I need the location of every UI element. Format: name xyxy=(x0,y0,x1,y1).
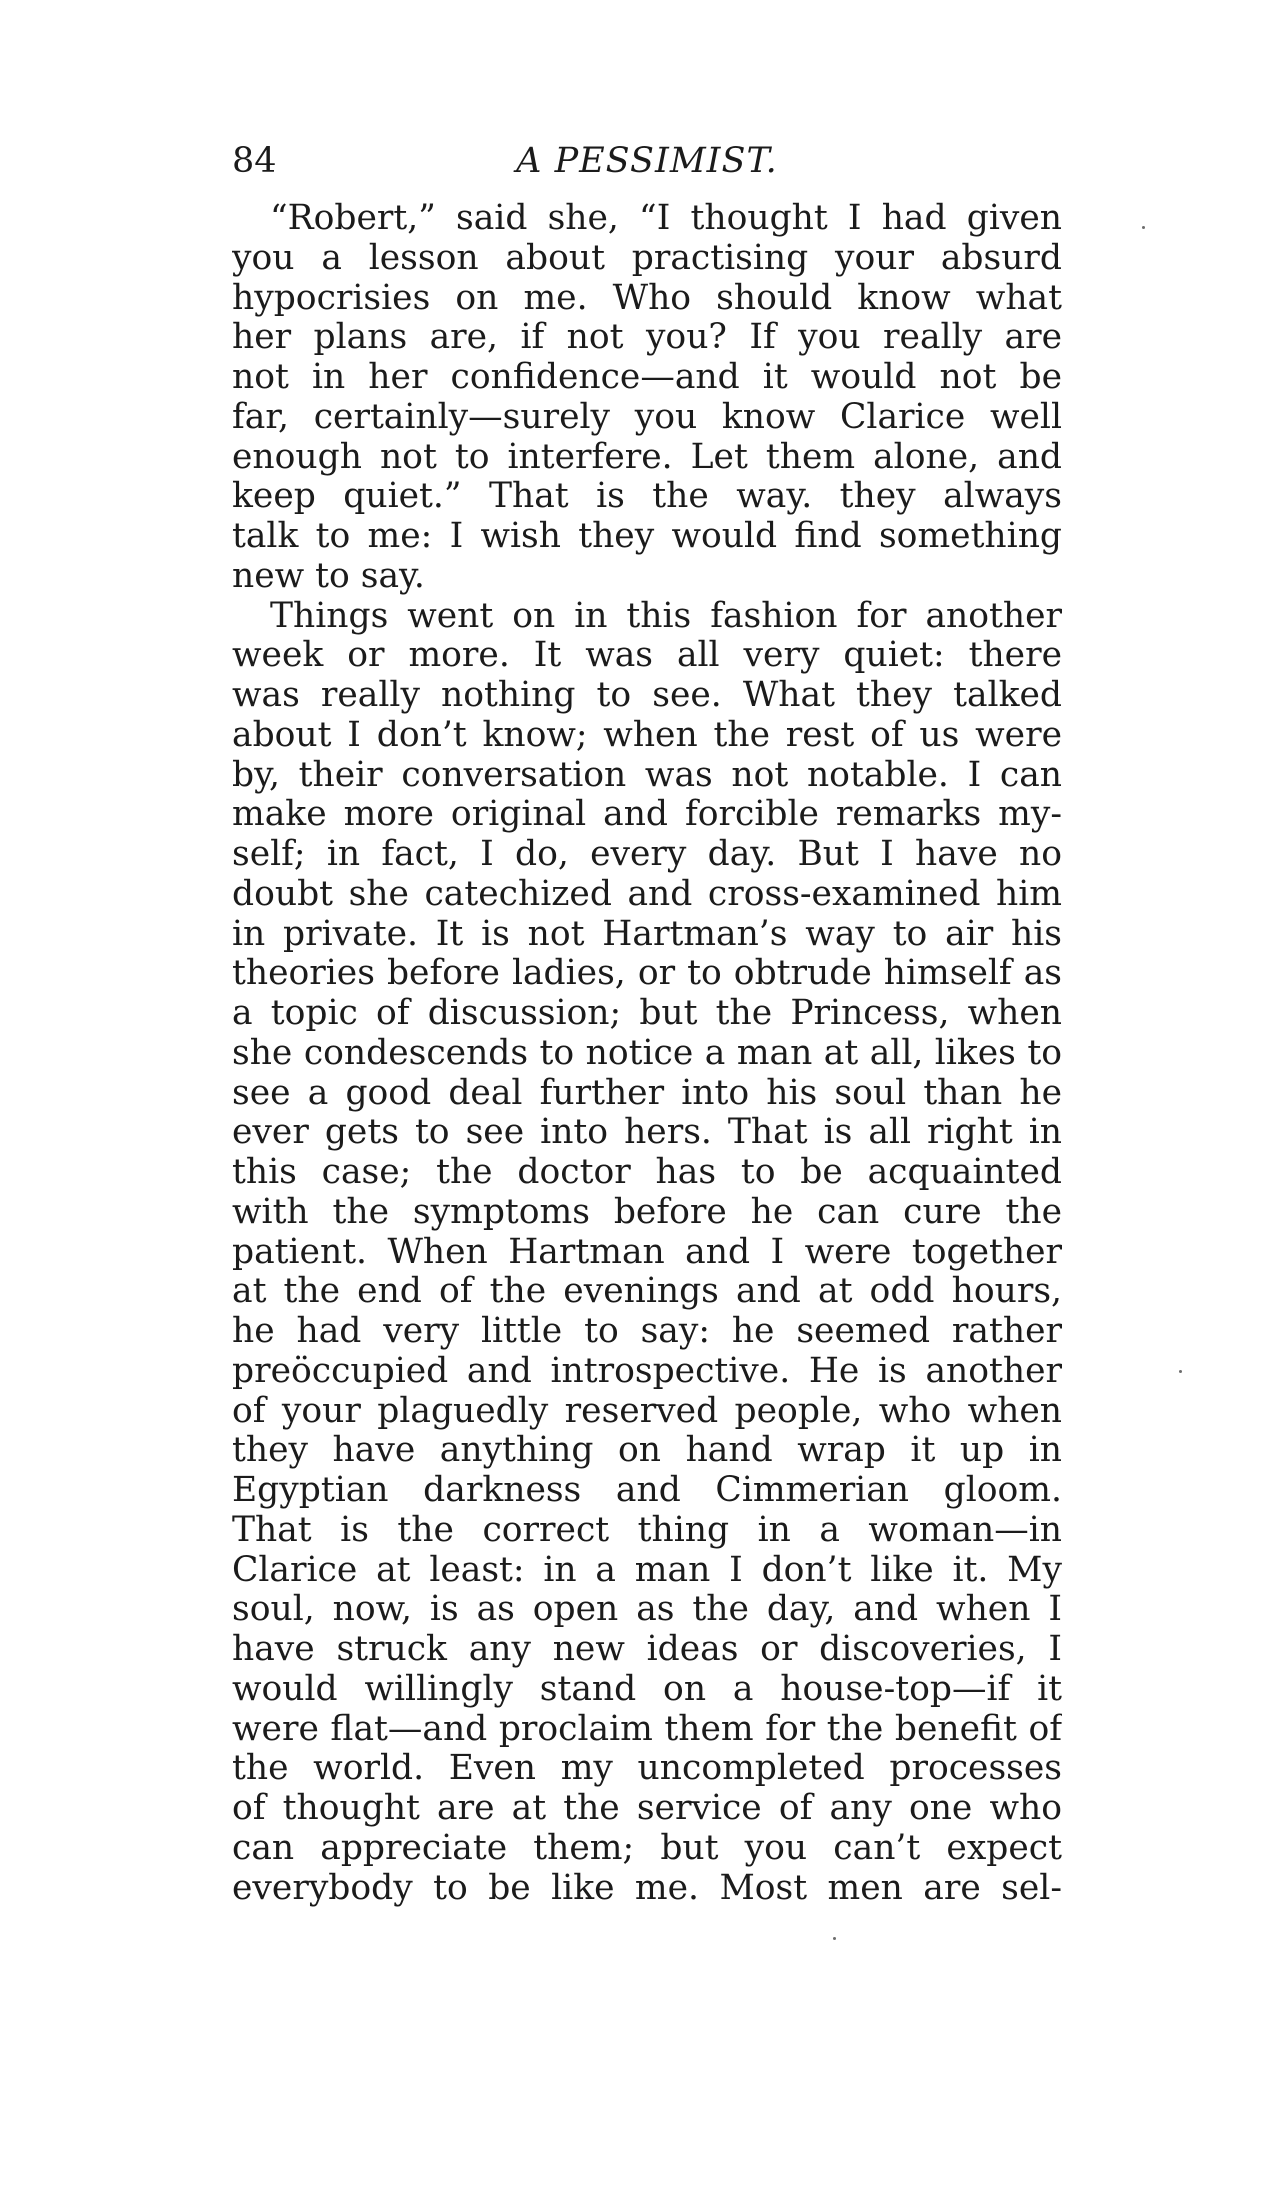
text-line: not in her confidence—and it would not be xyxy=(232,358,1062,397)
text-line: Egyptian darkness and Cimmerian gloom. xyxy=(232,1471,1062,1510)
text-line: were flat—and proclaim them for the benefit of xyxy=(232,1709,1062,1749)
text-line: they have anything on hand wrap it up in xyxy=(232,1431,1062,1471)
text-line: a topic of discussion; but the Princess, when xyxy=(232,994,1062,1033)
text-line: of thought are at the service of any one who xyxy=(232,1789,1062,1828)
text-line: hypocrisies on me. Who should know what xyxy=(232,278,1062,318)
text-line: her plans are, if not you? If you really are xyxy=(232,318,1062,358)
text-line: Things went on in this fashion for another xyxy=(270,596,1062,636)
paper-speck xyxy=(1142,226,1145,229)
running-title: A PESSIMIST. xyxy=(516,141,778,181)
paper-speck xyxy=(1179,1370,1182,1373)
text-line: can appreciate them; but you can’t expect xyxy=(232,1828,1062,1868)
text-line: the world. Even my uncompleted processes xyxy=(232,1749,1062,1789)
text-line: with the symptoms before he can cure the xyxy=(232,1192,1062,1232)
text-line: in private. It is not Hartman’s way to air his xyxy=(232,914,1062,954)
text-line: self; in fact, I do, every day. But I have no xyxy=(232,835,1062,874)
text-line: have struck any new ideas or discoveries, I xyxy=(232,1630,1062,1669)
text-line: enough not to interfere. Let them alone, and xyxy=(232,437,1062,477)
paper-speck xyxy=(833,1937,836,1940)
text-line: would willingly stand on a house-top—if it xyxy=(232,1669,1062,1709)
text-line: by, their conversation was not notable. I can xyxy=(232,755,1062,795)
text-line: talk to me: I wish they would find something xyxy=(232,517,1062,556)
text-line: week or more. It was all very quiet: there xyxy=(232,636,1062,676)
text-line: see a good deal further into his soul than he xyxy=(232,1073,1062,1113)
text-line: you a lesson about practising your absurd xyxy=(232,238,1062,278)
text-line: he had very little to say: he seemed rather xyxy=(232,1312,1062,1351)
text-line: this case; the doctor has to be acquainted xyxy=(232,1153,1062,1192)
text-line: theories before ladies, or to obtrude himself as xyxy=(232,954,1062,994)
text-line: Clarice at least: in a man I don’t like it. My xyxy=(232,1550,1062,1590)
text-line: That is the correct thing in a woman—in xyxy=(232,1510,1062,1550)
text-line: everybody to be like me. Most men are sel- xyxy=(232,1868,1062,1908)
text-line: of your plaguedly reserved people, who when xyxy=(232,1391,1062,1431)
text-line: about I don’t know; when the rest of us were xyxy=(232,715,1062,755)
text-line: make more original and forcible remarks my- xyxy=(232,795,1062,835)
text-line: ever gets to see into hers. That is all right in xyxy=(232,1113,1062,1153)
text-line: preöccupied and introspective. He is another xyxy=(232,1351,1062,1391)
text-line: patient. When Hartman and I were together xyxy=(232,1232,1062,1272)
body-text xyxy=(232,199,1062,1908)
text-line: “Robert,” said she, “I thought I had given xyxy=(270,199,1062,238)
page-number: 84 xyxy=(232,141,277,181)
text-line: was really nothing to see. What they talked xyxy=(232,676,1062,715)
text-line: doubt she catechized and cross-examined him xyxy=(232,874,1062,914)
page-header xyxy=(232,140,1062,188)
text-line: new to say. xyxy=(232,556,425,596)
text-line: far, certainly—surely you know Clarice well xyxy=(232,397,1062,437)
text-line: she condescends to notice a man at all, likes to xyxy=(232,1033,1062,1073)
text-line: soul, now, is as open as the day, and when I xyxy=(232,1590,1062,1630)
text-line: at the end of the evenings and at odd hours, xyxy=(232,1272,1062,1312)
text-line: keep quiet.” That is the way. they always xyxy=(232,477,1062,517)
